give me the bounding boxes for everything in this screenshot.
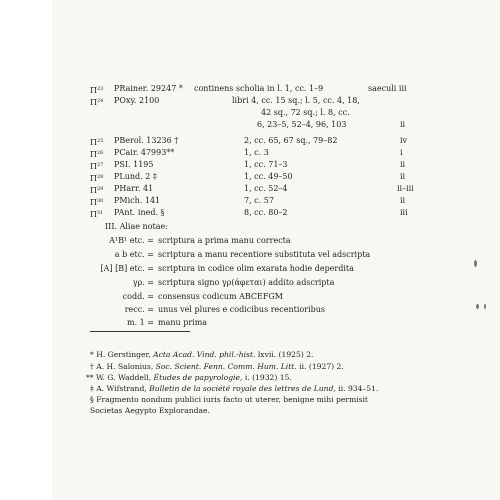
witness-row bbox=[0, 172, 500, 182]
witness-row-continuation bbox=[0, 120, 500, 130]
footnote: § Fragmento nondum publici iuris facto ut uterer, benigne mihi permisit bbox=[90, 395, 368, 404]
witness-age: iv bbox=[400, 136, 408, 145]
witness-source: PAnt. ined. § bbox=[114, 208, 165, 217]
witness-siglum: $\Pi^{28}$ bbox=[90, 174, 104, 183]
footnote: ‡ A. Wifstrand, Bulletin de la société royale des lettres de Lund, ii. 934–51. bbox=[90, 384, 379, 393]
note-text: manu prima bbox=[158, 318, 208, 327]
note-key: γρ. = bbox=[132, 278, 154, 287]
note-key: recc. = bbox=[124, 305, 154, 314]
witness-content: 1, c. 3 bbox=[244, 148, 269, 157]
witness-source: POxy. 2100 bbox=[114, 96, 160, 105]
note-key: m. 1 = bbox=[126, 318, 154, 327]
witness-age: ii bbox=[400, 196, 406, 205]
witness-source: PBerol. 13236 † bbox=[114, 136, 179, 145]
note-text: scriptura in codice olim exarata hodie deperdita bbox=[158, 264, 354, 273]
ink-speck bbox=[484, 304, 486, 309]
note-key: A¹B¹ etc. = bbox=[109, 236, 154, 245]
witness-source: PHarr. 41 bbox=[114, 184, 154, 193]
witness-content: 7, c. 57 bbox=[244, 196, 274, 205]
witness-age: ii bbox=[400, 120, 406, 129]
footnote-mark: † bbox=[90, 362, 94, 371]
witness-content: 1, cc. 71–3 bbox=[244, 160, 288, 169]
note-key: codd. = bbox=[122, 292, 154, 301]
notes-heading: III. Aliae notae: bbox=[105, 222, 168, 231]
note-text: consensus codicum ABCEFGM bbox=[158, 292, 283, 301]
note-key: a b etc. = bbox=[114, 250, 154, 259]
witness-age: iii bbox=[400, 208, 408, 217]
witness-row bbox=[0, 148, 500, 158]
note-text: scriptura a manu recentiore substituta vel adscripta bbox=[158, 250, 371, 259]
footnote-mark: § bbox=[90, 395, 94, 404]
witness-content: 6, 23–5, 52–4, 96, 103 bbox=[257, 120, 347, 129]
witness-source: PLund. 2 ‡ bbox=[114, 172, 157, 181]
witness-row bbox=[0, 96, 500, 106]
footnote-mark: ‡ bbox=[90, 384, 94, 393]
note-text: scriptura a prima manu correcta bbox=[158, 236, 291, 245]
footnote-mark: * bbox=[90, 350, 94, 359]
witness-row bbox=[0, 160, 500, 170]
witness-siglum: $\Pi^{29}$ bbox=[90, 186, 104, 195]
note-text: scriptura signo γρ(άφεται) addito adscripta bbox=[158, 278, 335, 287]
witness-age: ii bbox=[400, 172, 406, 181]
witness-row bbox=[0, 184, 500, 194]
witness-row bbox=[0, 196, 500, 206]
witness-source: PMich. 141 bbox=[114, 196, 161, 205]
witness-age: ii–iii bbox=[397, 184, 414, 193]
witness-siglum: $\Pi^{26}$ bbox=[90, 150, 104, 159]
witness-siglum: $\Pi^{25}$ bbox=[90, 138, 104, 147]
footnote: ** W. G. Waddell, Études de papyrologie, i. (1932) 15. bbox=[86, 373, 292, 382]
witness-content: libri 4, cc. 15 sq.; l. 5, cc. 4, 18, bbox=[232, 96, 360, 105]
witness-content: 2, cc. 65, 67 sq., 79–82 bbox=[244, 136, 338, 145]
witness-row-continuation bbox=[0, 108, 500, 118]
witness-row bbox=[0, 136, 500, 146]
witness-age: i bbox=[400, 148, 403, 157]
note-key: [A] [B] etc. = bbox=[100, 264, 154, 273]
note-text: unus vel plures e codicibus recentioribus bbox=[158, 305, 325, 314]
witness-row bbox=[0, 84, 500, 94]
footnote-continuation: Societas Aegypto Explorandae. bbox=[90, 406, 210, 415]
footnote: * H. Gerstinger, Acta Acad. Vind. phil.-hist. lxvii. (1925) 2. bbox=[90, 350, 314, 359]
footnote: † A. H. Salonius, Soc. Scient. Fenn. Comm. Hum. Litt. ii. (1927) 2. bbox=[90, 362, 344, 371]
ink-speck bbox=[476, 304, 479, 309]
witness-siglum: $\Pi^{27}$ bbox=[90, 162, 104, 171]
witness-content: 8, cc. 80–2 bbox=[244, 208, 288, 217]
witness-source: PSI. 1195 bbox=[114, 160, 154, 169]
witness-content: 42 sq., 72 sq.; l. 8, cc. bbox=[261, 108, 350, 117]
witness-source: PCair. 47993** bbox=[114, 148, 175, 157]
witness-content: 1, cc. 49–50 bbox=[244, 172, 293, 181]
witness-siglum: $\Pi^{24}$ bbox=[90, 98, 104, 107]
footnote-mark: ** bbox=[86, 373, 94, 382]
witness-content: continens scholia in l. 1, cc. 1–9 bbox=[194, 84, 324, 93]
witness-content: 1, cc. 52–4 bbox=[244, 184, 288, 193]
witness-row bbox=[0, 208, 500, 218]
witness-age: ii bbox=[400, 160, 406, 169]
witness-source: PRainer. 29247 * bbox=[114, 84, 183, 93]
witness-siglum: $\Pi^{30}$ bbox=[90, 198, 104, 207]
witness-siglum: $\Pi^{31}$ bbox=[90, 210, 104, 219]
ink-speck bbox=[474, 260, 477, 267]
witness-age: saeculi iii bbox=[368, 84, 407, 93]
witness-siglum: $\Pi^{23}$ bbox=[90, 86, 104, 95]
footnote-rule bbox=[90, 331, 190, 332]
